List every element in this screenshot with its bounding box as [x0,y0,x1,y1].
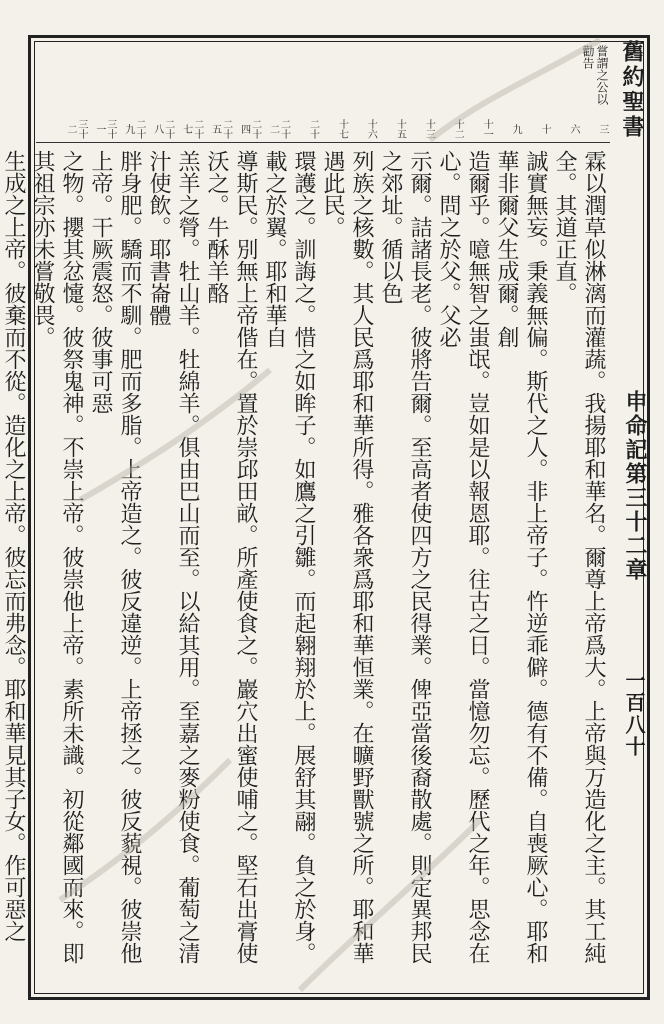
verse-mark: 十一 [481,119,493,139]
verse-mark: 三十二 [64,119,87,139]
verse-mark: 二十 [307,119,319,139]
text-column: 環護之。訓誨之。惜之如眸子。如鷹之引雛。而起翱翔於上。展舒其翮。負之於身。載之於翼。耶和華自 [262,150,316,964]
text-column: 誠實無妄。秉義無偏。斯代之人。非上帝子。忤逆乖僻。德有不備。自喪厥心。耶和華非爾父生成爾。創 [494,150,548,964]
verse-mark: 二十七 [180,119,203,139]
verse-mark: 二十二 [267,119,290,139]
verse-mark: 九 [510,124,522,134]
chapter-label: 第三十二章 [622,462,648,582]
book-name: 申命記 [622,390,648,462]
text-column: 霖以潤草似淋漓而灌蔬。我揚耶和華名。爾尊上帝爲大。上帝與万造化之主。其工純全。其道正直。 [552,150,606,964]
verse-mark: 三 [597,124,608,134]
page-number: 一百八十 [622,670,646,758]
verse-mark: 二十四 [238,119,261,139]
verse-mark: 十二 [452,119,464,139]
bible-title: 舊約聖書 [619,40,645,140]
verse-mark: 十三 [423,119,435,139]
body-text [1,150,608,985]
text-column: 之物。攖其忿懥。彼祭鬼神。不崇上帝。彼崇他上帝。素所未識。初從鄰國而來。即其祖宗亦未嘗敬畏。 [30,150,84,964]
text-column: 導斯民。別無上帝偕在。置於崇邱田畝。所產使食之。巖穴出蜜使哺之。堅石出膏使沃之。牛酥羊酪 [204,150,258,964]
text-column: 示爾。詰諸長老。彼將告爾。至高者使四方之民得業。俾亞當後裔散處。則定異邦民之郊址。循以色 [378,150,432,964]
text-column: 生成之上帝。彼棄而不從。造化之上帝。彼忘而弗念。耶和華見其子女。作可惡之 [1,150,26,942]
verse-mark: 二十九 [122,119,145,139]
text-column: 胖身肥。驕而不馴。肥而多脂。上帝造之。彼反違逆。上帝拯之。彼反藐視。彼崇他上帝。干厥震怒。彼事可惡 [88,150,142,964]
book-chapter [620,390,651,582]
text-column: 造爾乎。噫無智之蚩氓。豈如是以報恩耶。往古之日。當憶勿忘。歷代之年。思念在心。問之於父。父必 [436,150,490,964]
verse-mark: 六 [568,124,580,134]
verse-mark: 十七 [336,119,348,139]
verse-mark: 二十五 [209,119,232,139]
text-column: 列族之核數。其人民爲耶和華所得。雅各衆爲耶和華恒業。在曠野獸號之所。耶和華遇此民。 [320,150,374,964]
top-note: 嘗謂之公以勸告 [581,45,609,105]
verse-mark: 十五 [394,119,406,139]
verse-mark: 二十八 [151,119,174,139]
text-column: 羔羊之膋。牡山羊。牡綿羊。俱由巴山而至。以給其用。至嘉之麥粉使食。葡萄之清汁使飲。耶書崙體 [146,150,200,964]
verse-mark: 十六 [365,119,377,139]
verse-mark: 十 [539,124,551,134]
verse-mark: 三十一 [93,119,116,139]
